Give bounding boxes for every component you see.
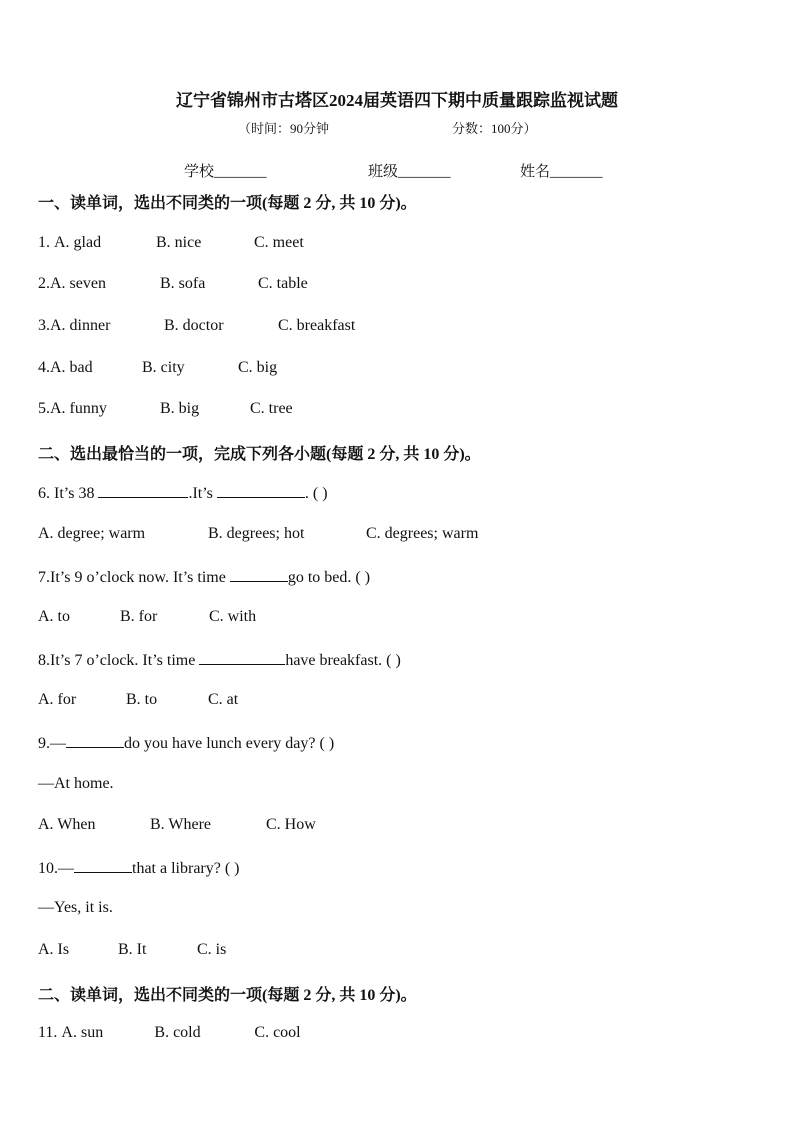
question-number: 5. [38, 400, 50, 417]
question-11 [38, 1024, 301, 1042]
option-c: C. is [197, 941, 227, 958]
page-title: 辽宁省锦州市古塔区2024届英语四下期中质量跟踪监视试题 [176, 91, 618, 110]
question-10: 10.— that a library? ( ) [38, 860, 240, 877]
question-8: 8.It’s 7 o’clock. It’s time have breakfast. ( ) [38, 652, 401, 669]
option-c: C. breakfast [278, 317, 356, 334]
question-number: 2. [38, 275, 50, 292]
option-c: C. tree [250, 400, 293, 417]
question-8-options [38, 691, 238, 709]
option-b: B. big [160, 400, 200, 417]
option-b: B. city [142, 359, 185, 376]
option-a: A. Is [38, 941, 70, 958]
question-2 [38, 275, 308, 293]
question-9: 9.— do you have lunch every day? ( ) [38, 735, 335, 752]
option-b: B. cold [154, 1024, 201, 1041]
question-number: 4. [38, 359, 50, 376]
question-10-options [38, 941, 226, 959]
option-b: B. sofa [160, 275, 206, 292]
question-9-answer: —At home. [38, 775, 114, 792]
option-b: B. to [126, 691, 158, 708]
question-6: 6. It’s 38 .It’s . ( ) [38, 485, 328, 502]
question-10-answer: —Yes, it is. [38, 899, 113, 916]
option-c: C. How [266, 816, 316, 833]
option-c: C. with [209, 608, 257, 625]
question-6-options [38, 525, 478, 543]
question-number: 11. [38, 1024, 62, 1041]
section-1-heading: 一、读单词，选出不同类的一项(每题 2 分, 共 10 分)。 [38, 195, 417, 212]
option-c: C. at [208, 691, 239, 708]
answer-blank [217, 483, 305, 498]
option-c: C. big [238, 359, 278, 376]
answer-blank [199, 650, 285, 665]
question-9-options [38, 816, 316, 834]
option-b: B. for [120, 608, 158, 625]
option-b: B. nice [156, 234, 202, 251]
option-b: B. Where [150, 816, 212, 833]
option-a: A. dinner [50, 317, 111, 334]
option-c: C. cool [254, 1024, 301, 1041]
exam-score: 分数：100分） [452, 121, 537, 136]
question-7-options [38, 608, 256, 626]
option-b: B. It [118, 941, 147, 958]
option-c: C. table [258, 275, 308, 292]
question-7: 7.It’s 9 o’clock now. It’s time go to bed. ( ) [38, 569, 371, 586]
answer-blank [74, 858, 132, 873]
option-a: A. funny [50, 400, 107, 417]
name-field: 姓名_______ [520, 164, 603, 180]
question-3 [38, 317, 355, 335]
question-4 [38, 359, 277, 377]
answer-blank [66, 733, 124, 748]
answer-blank [98, 483, 188, 498]
option-a: A. sun [61, 1024, 104, 1041]
question-5 [38, 400, 293, 418]
section-3-heading: 二、读单词，选出不同类的一项(每题 2 分, 共 10 分)。 [38, 987, 417, 1004]
option-a: A. to [38, 608, 70, 625]
question-number: 3. [38, 317, 50, 334]
option-a: A. seven [50, 275, 106, 292]
answer-blank [230, 567, 288, 582]
option-a: A. for [38, 691, 77, 708]
exam-time: （时间：90分钟 [238, 121, 330, 136]
option-a: A. degree; warm [38, 525, 146, 542]
option-c: C. degrees; warm [366, 525, 479, 542]
question-1 [38, 234, 304, 252]
school-field: 学校_______ [184, 164, 267, 180]
section-2-heading: 二、选出最恰当的一项，完成下列各小题(每题 2 分, 共 10 分)。 [38, 446, 481, 463]
option-b: B. doctor [164, 317, 224, 334]
option-a: A. When [38, 816, 96, 833]
question-number: 1. [38, 234, 54, 251]
option-b: B. degrees; hot [208, 525, 305, 542]
option-a: A. bad [50, 359, 93, 376]
option-c: C. meet [254, 234, 304, 251]
option-a: A. glad [54, 234, 102, 251]
class-field: 班级_______ [368, 164, 451, 180]
